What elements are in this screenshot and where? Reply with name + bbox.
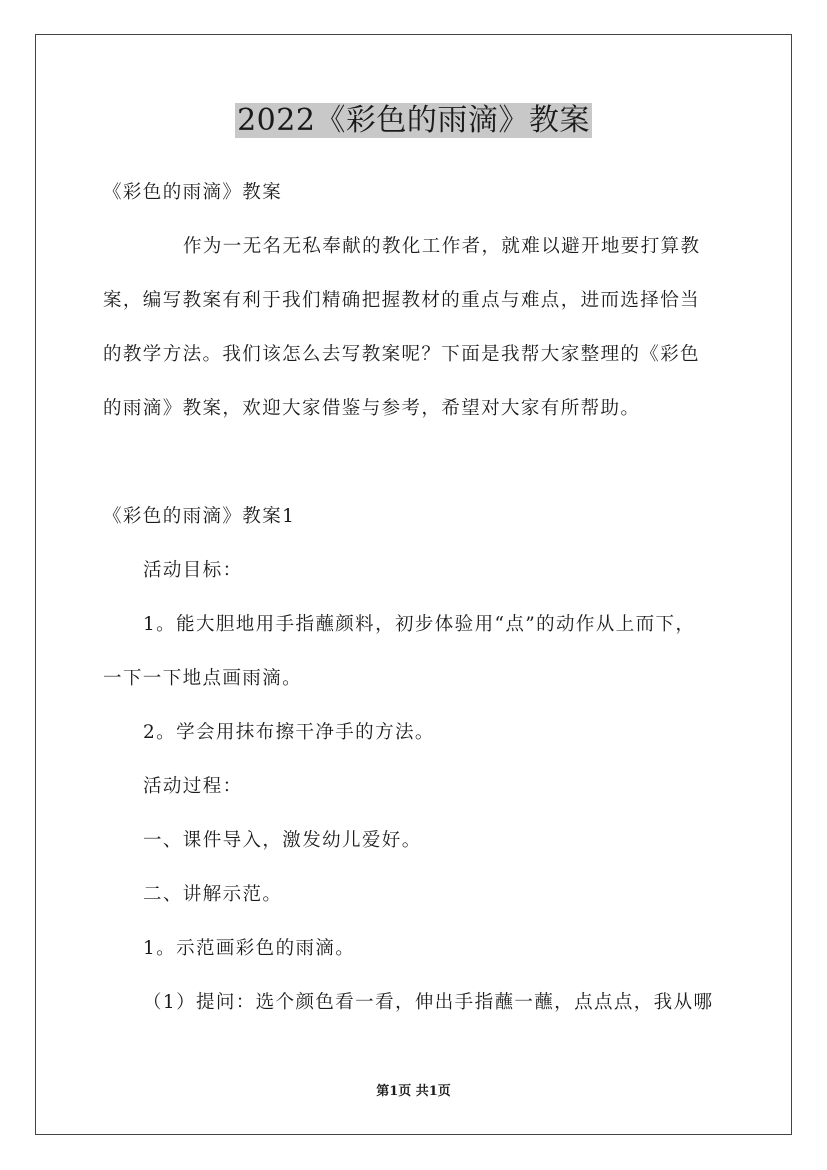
intro-line-2: 案，编写教案有利于我们精确把握教材的重点与难点，进而选择恰当 [103, 290, 701, 311]
page-footer: 第1页 共1页 [376, 1084, 451, 1099]
intro-line-3: 的教学方法。我们该怎么去写教案呢？下面是我帮大家整理的《彩色 [103, 344, 701, 365]
document-subtitle: 《彩色的雨滴》教案 [103, 182, 283, 203]
step-2: 二、讲解示范。 [143, 884, 283, 905]
process-label: 活动过程： [143, 776, 243, 797]
intro-line-1: 作为一无名无私奉献的教化工作者，就难以避开地要打算教 [183, 236, 701, 257]
goal-1-line-1: 1。能大胆地用手指蘸颜料，初步体验用“点”的动作从上而下， [143, 614, 696, 635]
section-heading: 《彩色的雨滴》教案1 [103, 506, 296, 527]
goal-2: 2。学会用抹布擦干净手的方法。 [143, 722, 435, 743]
step-2-1-question: （1）提问：选个颜色看一看，伸出手指蘸一蘸，点点点，我从哪 [143, 992, 714, 1013]
goal-1-line-2: 一下一下地点画雨滴。 [103, 668, 303, 689]
step-2-1: 1。示范画彩色的雨滴。 [143, 938, 356, 959]
intro-line-4: 的雨滴》教案，欢迎大家借鉴与参考，希望对大家有所帮助。 [103, 398, 641, 419]
step-1: 一、课件导入，激发幼儿爱好。 [143, 830, 422, 851]
document-title: 2022《彩色的雨滴》教案 [237, 103, 590, 138]
goal-label: 活动目标： [143, 560, 243, 581]
